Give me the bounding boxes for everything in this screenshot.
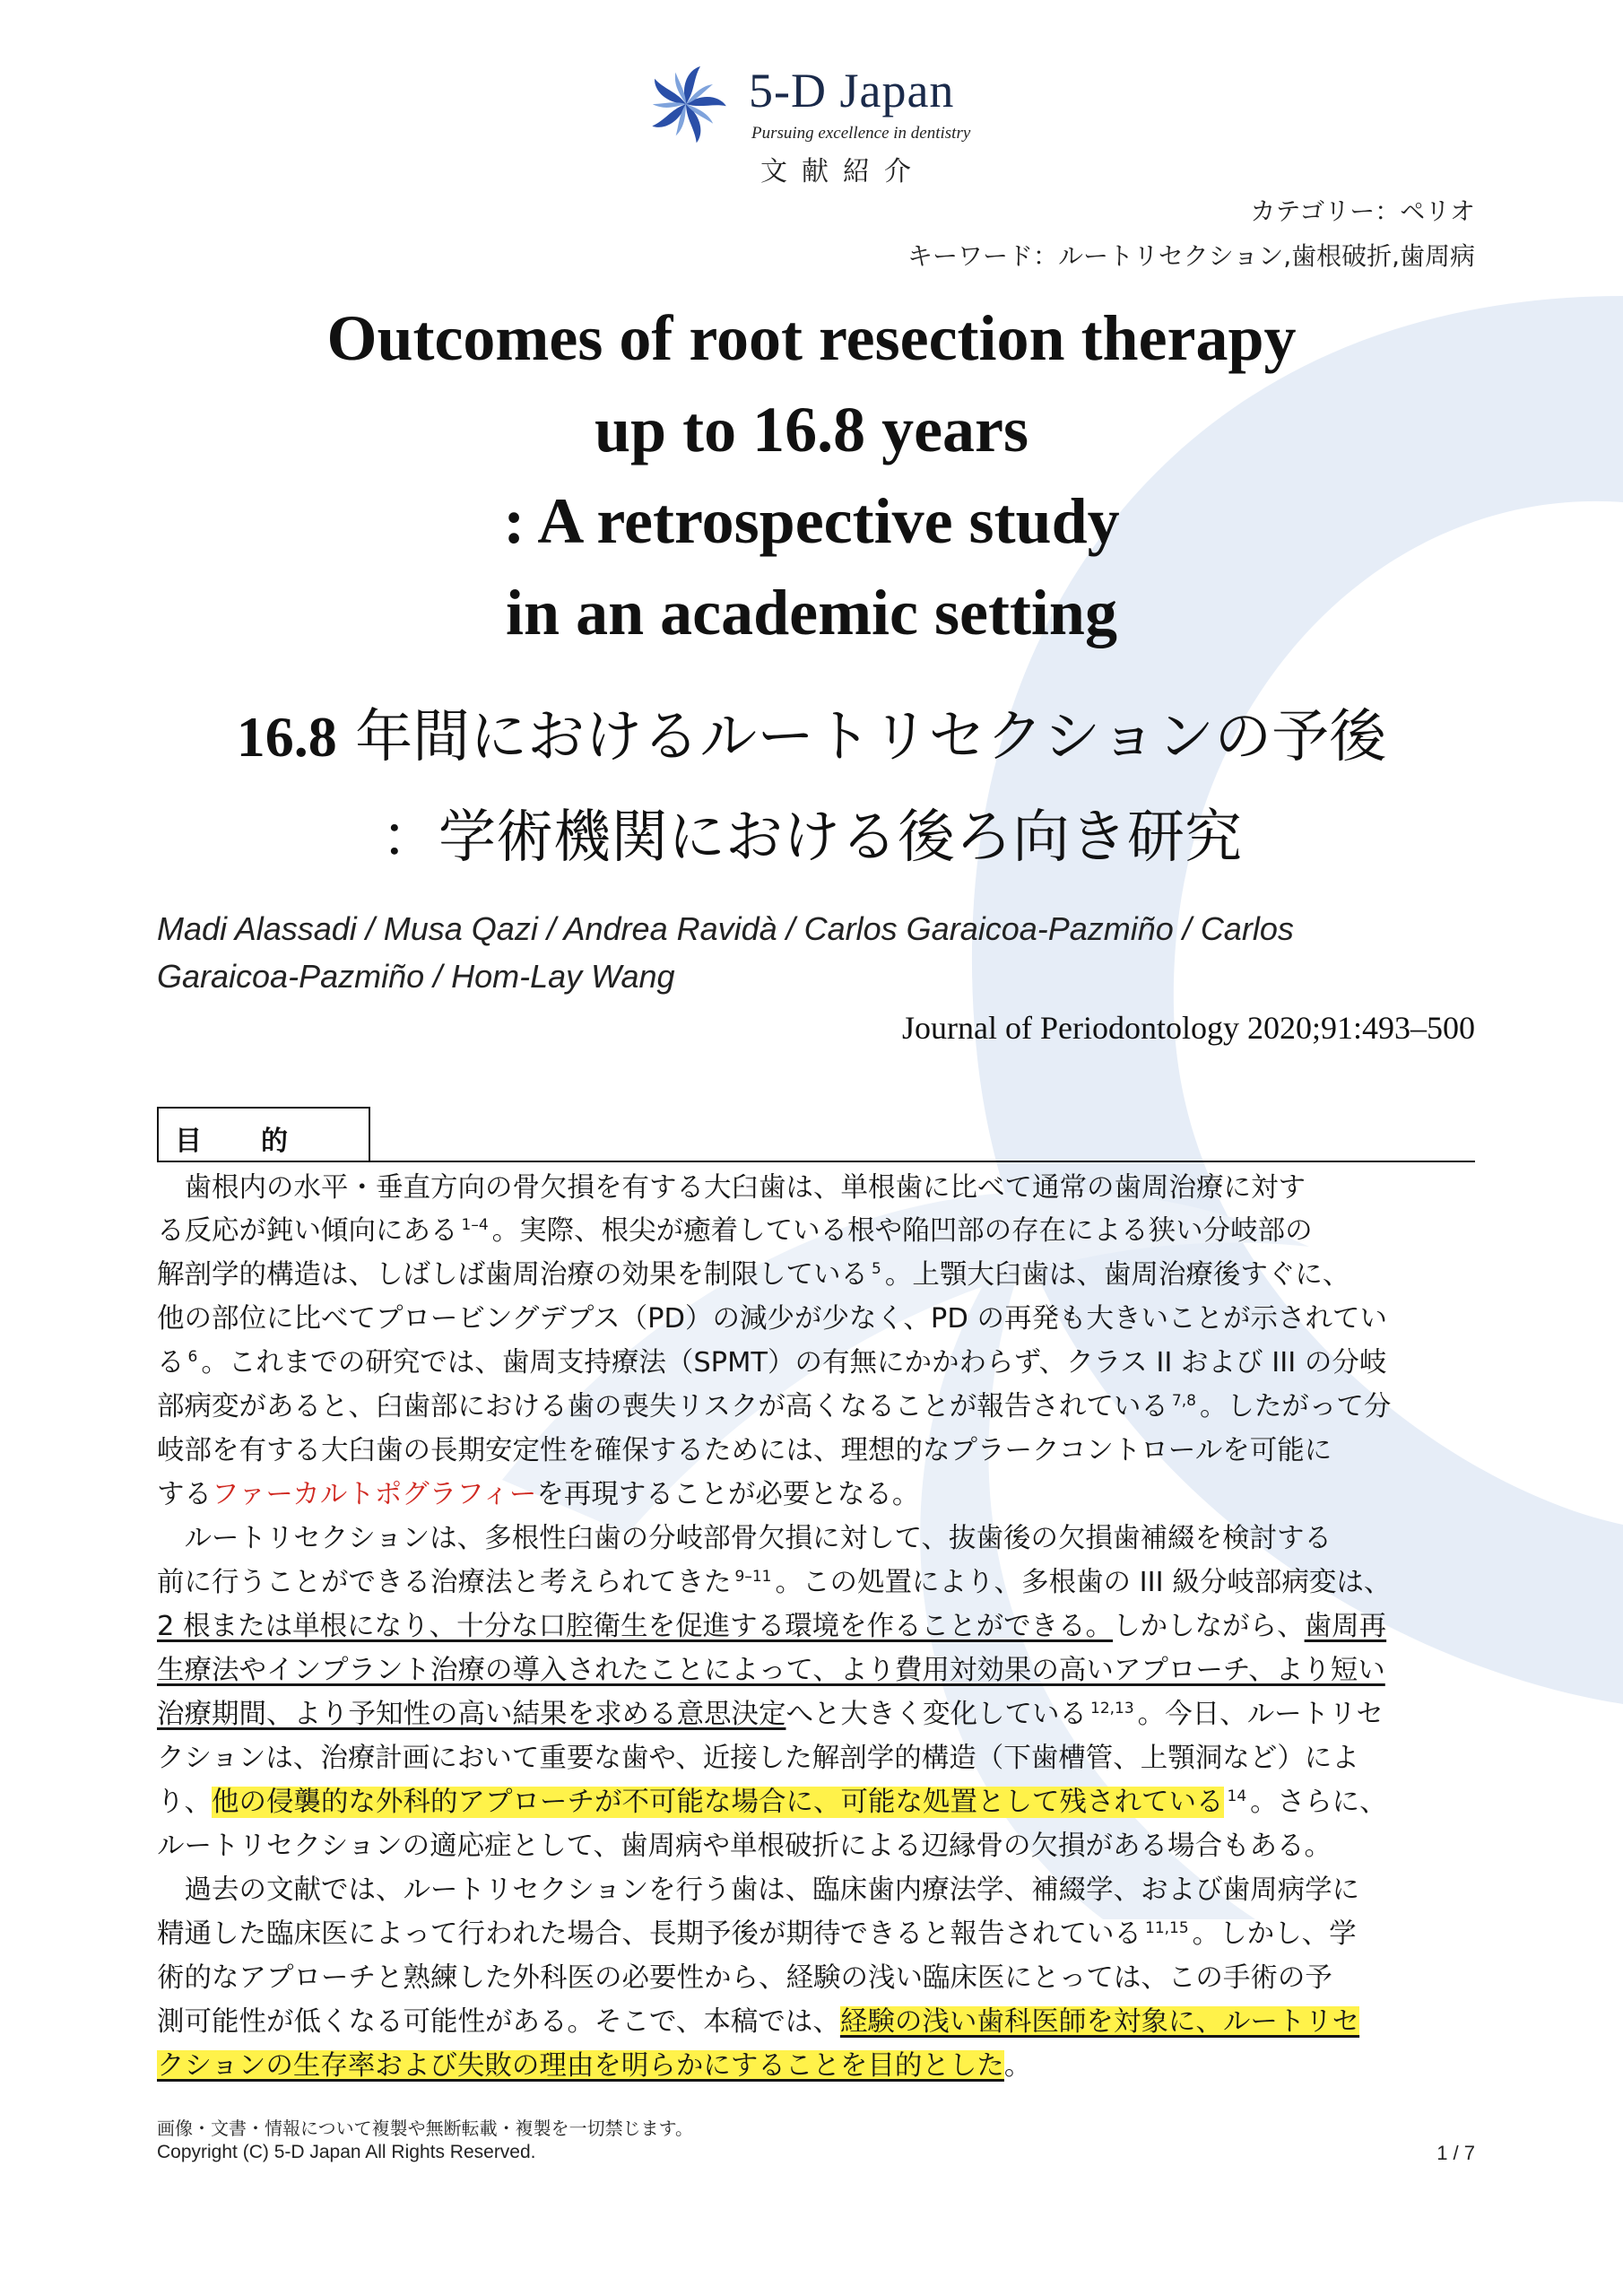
body-line: ルートリセクションの適応症として、歯周病や単根破折による辺縁骨の欠損がある場合もある。 bbox=[157, 1831, 1332, 1862]
body-line: 前に行うことができる治療法と考えられてきた $^{9-11}$ 。この処置により、多根歯の III 級分岐部病変は、 bbox=[157, 1567, 1392, 1598]
body-line: クションの生存率および失敗の理由を明らかにすることを目的とした。 bbox=[157, 2050, 1032, 2082]
body-line: ルートリセクションは、多根性臼歯の分岐部骨欠損に対して、抜歯後の欠損歯補綴を検討する bbox=[157, 1523, 1332, 1554]
highlighted-text: クションの生存率および失敗の理由を明らかにすることを目的とした bbox=[157, 2050, 1004, 2082]
section-label: 文献紹介 bbox=[760, 156, 925, 187]
section-heading: 目的 bbox=[175, 1126, 347, 1157]
body-line bbox=[157, 1653, 1385, 1689]
body-line: 部病変があると、臼歯部における歯の喪失リスクが高くなることが報告されている $^{7,8}$ 。したがって分 bbox=[157, 1391, 1392, 1422]
footer-copyright: Copyright (C) 5-D Japan All Rights Reserved. bbox=[157, 2142, 536, 2162]
body-line: 過去の文献では、ルートリセクションを行う歯は、臨床歯内療法学、補綴学、および歯周病学に bbox=[157, 1874, 1360, 1906]
title-en-line-1: Outcomes of root resection therapy bbox=[326, 302, 1297, 374]
logo-icon bbox=[641, 59, 731, 149]
journal-citation: Journal of Periodontology 2020;91:493–500 bbox=[902, 1010, 1475, 1046]
brand-tagline: Pursuing excellence in dentistry bbox=[751, 124, 971, 143]
citation: 1–4 bbox=[461, 1216, 489, 1234]
title-ja-line-2: ：学術機関における後ろ向き研究 bbox=[381, 804, 1242, 871]
title-ja-text: 年間におけるルートリセクションの予後 bbox=[336, 704, 1387, 770]
citation: 7,8 bbox=[1171, 1392, 1196, 1410]
body-line: 測可能性が低くなる可能性がある。そこで、本稿では、経験の浅い歯科医師を対象に、ルートリセ bbox=[157, 2006, 1360, 2038]
title-en-line-3: : A retrospective study bbox=[503, 485, 1120, 557]
title-ja-line-1 bbox=[0, 691, 1623, 773]
citation: 12,13 bbox=[1090, 1700, 1134, 1718]
body-line: 治療期間、より予知性の高い結果を求める意思決定へと大きく変化している $^{12,13}$ 。今日、ルートリセ bbox=[157, 1699, 1384, 1730]
title-en-line-2: up to 16.8 years bbox=[595, 394, 1028, 465]
body-line: 他の部位に比べてプロービングデプス（PD）の減少が少なく、PD の再発も大きいことが示されてい bbox=[157, 1303, 1388, 1335]
authors-line-1: Madi Alassadi / Musa Qazi / Andrea Ravidà / Carlos Garaicoa-Pazmiño / Carlos bbox=[157, 910, 1294, 947]
brand-name: 5-D Japan bbox=[749, 64, 955, 117]
underlined-text: 2 根または単根になり、十分な口腔衛生を促進する環境を作ることができる。 bbox=[157, 1611, 1114, 1642]
underlined-text: 生療法やインプラント治療の導入されたことによって、より費用対効果の高いアプローチ、より短い bbox=[157, 1655, 1385, 1686]
category-label: カテゴリー：ペリオ bbox=[1250, 196, 1475, 226]
body-line: クションは、治療計画において重要な歯や、近接した解剖学的構造（下歯槽管、上顎洞など）によ bbox=[157, 1743, 1359, 1774]
title-en-line-4: in an academic setting bbox=[506, 577, 1117, 648]
title-ja-number: 16.8 bbox=[236, 705, 337, 769]
body-line: 術的なアプローチと熟練した外科医の必要性から、経験の浅い臨床医にとっては、この手術の予 bbox=[157, 1962, 1332, 1994]
body-line: 2 根または単根になり、十分な口腔衛生を促進する環境を作ることができる。しかしながら、歯周再 bbox=[157, 1611, 1387, 1642]
red-term: ファーカルトポグラフィー bbox=[212, 1479, 537, 1510]
citation: 11,15 bbox=[1145, 1919, 1189, 1937]
citation: 5 bbox=[872, 1260, 881, 1278]
keywords-label: キーワード：ルートリセクション,歯根破折,歯周病 bbox=[907, 241, 1475, 271]
body-line: る反応が鈍い傾向にある $^{1-4}$ 。実際、根尖が癒着している根や陥凹部の存在による狭い分岐部の bbox=[157, 1215, 1313, 1247]
underlined-text: 歯周再 bbox=[1304, 1611, 1387, 1642]
section-rule bbox=[370, 1161, 1475, 1162]
citation: 6 bbox=[187, 1348, 198, 1366]
highlighted-text: 他の侵襲的な外科的アプローチが不可能な場合に、可能な処置として残されている bbox=[212, 1787, 1224, 1818]
footer-notice: 画像・文書・情報について複製や無断転載・複製を一切禁じます。 bbox=[157, 2118, 693, 2139]
page-number: 1 / 7 bbox=[1436, 2142, 1475, 2164]
body-line: するファーカルトポグラフィーを再現することが必要となる。 bbox=[157, 1479, 920, 1510]
underlined-text: 治療期間、より予知性の高い結果を求める意思決定 bbox=[157, 1699, 786, 1730]
body-line: り、他の侵襲的な外科的アプローチが不可能な場合に、可能な処置として残されている $^{14}$ 。さらに、 bbox=[157, 1787, 1387, 1818]
body-line: る $^6$ 。これまでの研究では、歯周支持療法（SPMT）の有無にかかわらず、クラス II および III の分岐 bbox=[157, 1347, 1387, 1378]
body-line: 歯根内の水平・垂直方向の骨欠損を有する大臼歯は、単根歯に比べて通常の歯周治療に対す bbox=[157, 1172, 1306, 1204]
highlighted-text: 経験の浅い歯科医師を対象に、ルートリセ bbox=[839, 2006, 1360, 2038]
body-line: 精通した臨床医によって行われた場合、長期予後が期待できると報告されている $^{11,15}$ 。しかし、学 bbox=[157, 1918, 1357, 1950]
citation: 14 bbox=[1227, 1787, 1247, 1805]
authors-line-2: Garaicoa-Pazmiño / Hom-Lay Wang bbox=[157, 958, 675, 995]
citation: 9–11 bbox=[734, 1568, 772, 1586]
body-line: 解剖学的構造は、しばしば歯周治療の効果を制限している $^5$ 。上顎大臼歯は、歯周治療後すぐに、 bbox=[157, 1259, 1350, 1291]
body-line: 岐部を有する大臼歯の長期安定性を確保するためには、理想的なプラークコントロールを可能に bbox=[157, 1435, 1332, 1466]
